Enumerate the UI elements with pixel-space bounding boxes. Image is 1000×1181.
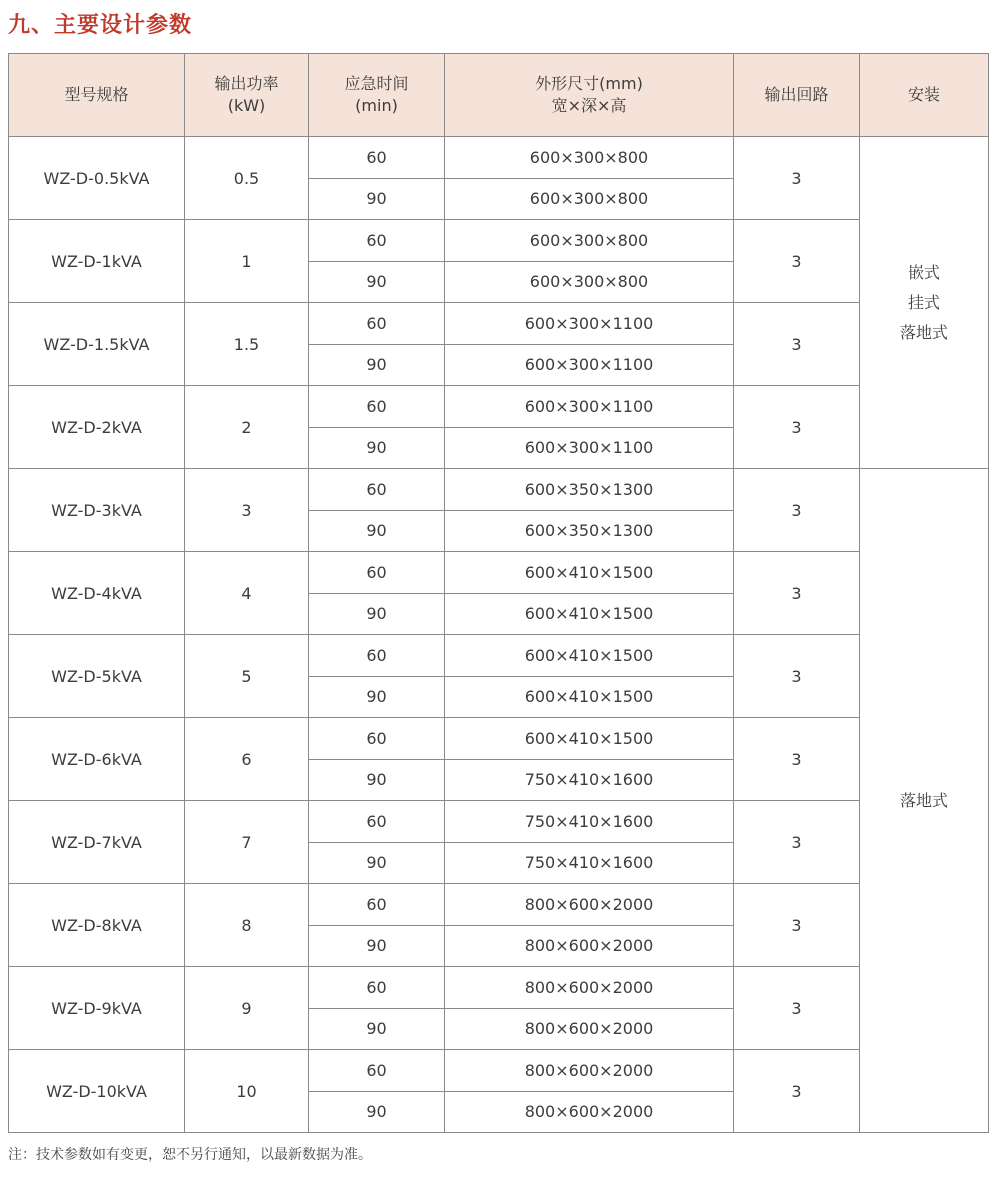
install-cell xyxy=(860,469,989,1133)
time-cell: 90 xyxy=(309,925,445,967)
size-cell: 600×410×1500 xyxy=(445,718,734,760)
size-cell: 600×300×800 xyxy=(445,178,734,220)
size-cell: 600×300×800 xyxy=(445,137,734,179)
circuits-cell: 3 xyxy=(734,1050,860,1133)
time-cell: 60 xyxy=(309,137,445,179)
table-row xyxy=(9,303,989,345)
size-cell: 600×410×1500 xyxy=(445,552,734,594)
size-cell: 600×300×1100 xyxy=(445,386,734,428)
install-cell xyxy=(860,137,989,469)
size-cell: 600×350×1300 xyxy=(445,510,734,552)
parameters-table xyxy=(8,53,989,1133)
time-cell: 90 xyxy=(309,344,445,386)
header-size: 外形尺寸(mm) 宽×深×高 xyxy=(445,54,734,137)
time-cell: 90 xyxy=(309,1091,445,1133)
table-body xyxy=(9,137,989,1133)
time-cell: 60 xyxy=(309,801,445,843)
size-cell: 750×410×1600 xyxy=(445,842,734,884)
time-cell: 90 xyxy=(309,759,445,801)
circuits-cell: 3 xyxy=(734,220,860,303)
install-type: 嵌式 xyxy=(907,262,940,282)
table-row xyxy=(9,967,989,1009)
table-row xyxy=(9,635,989,677)
size-cell: 600×410×1500 xyxy=(445,593,734,635)
power-cell: 8 xyxy=(185,884,309,967)
power-cell: 7 xyxy=(185,801,309,884)
model-cell: WZ-D-5kVA xyxy=(9,635,185,718)
time-cell: 90 xyxy=(309,510,445,552)
table-row xyxy=(9,552,989,594)
time-cell: 60 xyxy=(309,967,445,1009)
circuits-cell: 3 xyxy=(734,718,860,801)
header-power: 输出功率 (kW) xyxy=(185,54,309,137)
time-cell: 60 xyxy=(309,220,445,262)
time-cell: 60 xyxy=(309,635,445,677)
time-cell: 60 xyxy=(309,884,445,926)
table-row xyxy=(9,801,989,843)
power-cell: 9 xyxy=(185,967,309,1050)
size-cell: 750×410×1600 xyxy=(445,759,734,801)
time-cell: 60 xyxy=(309,386,445,428)
circuits-cell: 3 xyxy=(734,967,860,1050)
table-row xyxy=(9,220,989,262)
install-type: 挂式 xyxy=(907,292,940,312)
size-cell: 800×600×2000 xyxy=(445,967,734,1009)
size-cell: 600×410×1500 xyxy=(445,676,734,718)
size-cell: 800×600×2000 xyxy=(445,1091,734,1133)
header-install: 安装 xyxy=(860,54,989,137)
time-cell: 60 xyxy=(309,303,445,345)
time-cell: 90 xyxy=(309,178,445,220)
circuits-cell: 3 xyxy=(734,303,860,386)
time-cell: 90 xyxy=(309,1008,445,1050)
model-cell: WZ-D-4kVA xyxy=(9,552,185,635)
circuits-cell: 3 xyxy=(734,137,860,220)
time-cell: 90 xyxy=(309,676,445,718)
size-cell: 600×300×1100 xyxy=(445,303,734,345)
table-row xyxy=(9,1050,989,1092)
size-cell: 800×600×2000 xyxy=(445,1050,734,1092)
power-cell: 1 xyxy=(185,220,309,303)
size-cell: 600×410×1500 xyxy=(445,635,734,677)
time-cell: 90 xyxy=(309,427,445,469)
header-row xyxy=(9,54,989,137)
model-cell: WZ-D-9kVA xyxy=(9,967,185,1050)
circuits-cell: 3 xyxy=(734,635,860,718)
power-cell: 1.5 xyxy=(185,303,309,386)
size-cell: 600×300×1100 xyxy=(445,344,734,386)
size-cell: 600×300×800 xyxy=(445,261,734,303)
table-row xyxy=(9,884,989,926)
install-type: 落地式 xyxy=(899,322,948,342)
model-cell: WZ-D-10kVA xyxy=(9,1050,185,1133)
time-cell: 60 xyxy=(309,552,445,594)
size-cell: 600×300×1100 xyxy=(445,427,734,469)
model-cell: WZ-D-3kVA xyxy=(9,469,185,552)
table-row xyxy=(9,386,989,428)
time-cell: 60 xyxy=(309,718,445,760)
time-cell: 90 xyxy=(309,842,445,884)
header-time: 应急时间 (min) xyxy=(309,54,445,137)
model-cell: WZ-D-1.5kVA xyxy=(9,303,185,386)
time-cell: 60 xyxy=(309,1050,445,1092)
time-cell: 90 xyxy=(309,261,445,303)
time-cell: 90 xyxy=(309,593,445,635)
circuits-cell: 3 xyxy=(734,469,860,552)
power-cell: 5 xyxy=(185,635,309,718)
section-title: 九、主要设计参数 xyxy=(8,13,193,38)
table-row xyxy=(9,469,989,511)
power-cell: 6 xyxy=(185,718,309,801)
size-cell: 750×410×1600 xyxy=(445,801,734,843)
circuits-cell: 3 xyxy=(734,884,860,967)
table-row xyxy=(9,137,989,179)
size-cell: 800×600×2000 xyxy=(445,884,734,926)
power-cell: 0.5 xyxy=(185,137,309,220)
size-cell: 800×600×2000 xyxy=(445,925,734,967)
size-cell: 800×600×2000 xyxy=(445,1008,734,1050)
model-cell: WZ-D-1kVA xyxy=(9,220,185,303)
circuits-cell: 3 xyxy=(734,552,860,635)
size-cell: 600×300×800 xyxy=(445,220,734,262)
power-cell: 2 xyxy=(185,386,309,469)
model-cell: WZ-D-8kVA xyxy=(9,884,185,967)
model-cell: WZ-D-6kVA xyxy=(9,718,185,801)
power-cell: 4 xyxy=(185,552,309,635)
header-model: 型号规格 xyxy=(9,54,185,137)
time-cell: 60 xyxy=(309,469,445,511)
footnote: 注：技术参数如有变更，恕不另行通知，以最新数据为准。 xyxy=(8,1147,372,1163)
power-cell: 3 xyxy=(185,469,309,552)
header-circuits: 输出回路 xyxy=(734,54,860,137)
model-cell: WZ-D-7kVA xyxy=(9,801,185,884)
circuits-cell: 3 xyxy=(734,801,860,884)
power-cell: 10 xyxy=(185,1050,309,1133)
size-cell: 600×350×1300 xyxy=(445,469,734,511)
circuits-cell: 3 xyxy=(734,386,860,469)
table-row xyxy=(9,718,989,760)
install-type: 落地式 xyxy=(899,790,948,810)
model-cell: WZ-D-2kVA xyxy=(9,386,185,469)
model-cell: WZ-D-0.5kVA xyxy=(9,137,185,220)
